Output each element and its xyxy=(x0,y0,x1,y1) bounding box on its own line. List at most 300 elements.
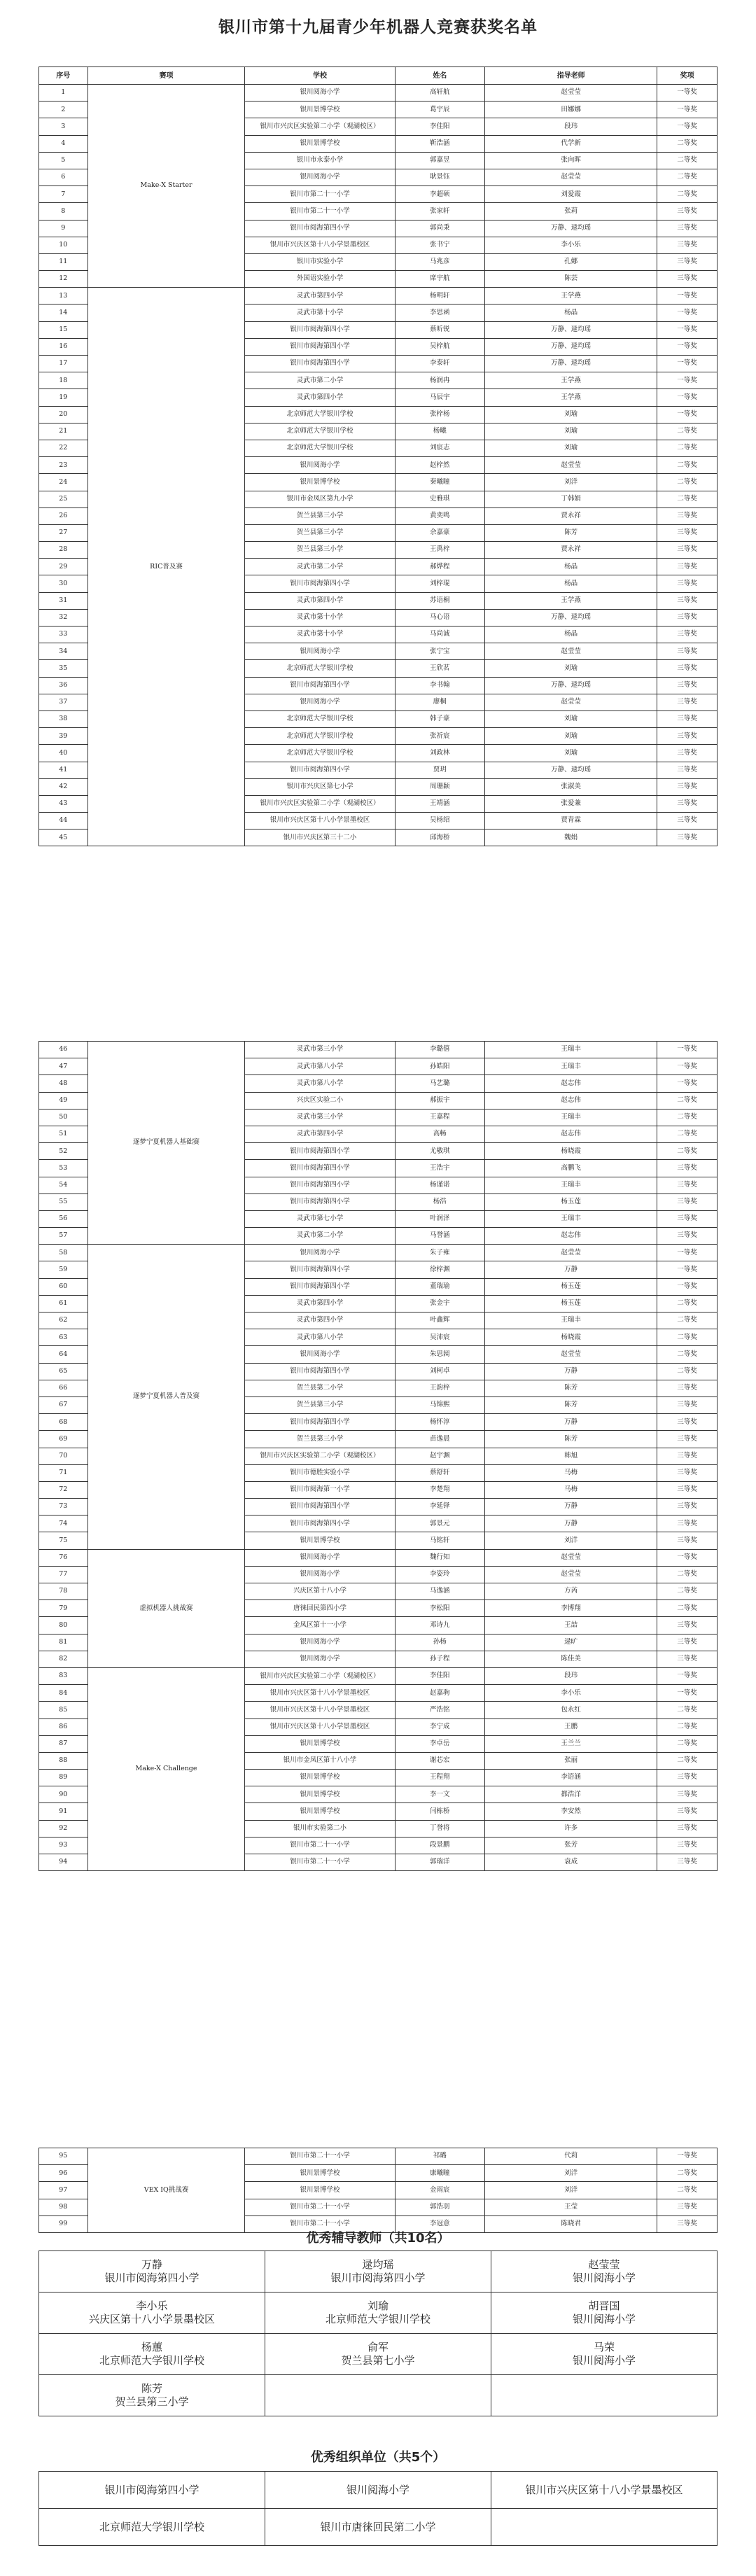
teacher-cell xyxy=(491,2251,718,2292)
school-name: 银川阅海小学 xyxy=(245,1549,395,1566)
teacher-name: 李小乐 xyxy=(485,237,657,253)
award-level: 二等奖 xyxy=(657,1312,718,1329)
award-level: 三等奖 xyxy=(657,1532,718,1549)
school-name: 银川阅海小学 xyxy=(245,169,395,186)
student-name: 高轩航 xyxy=(395,85,484,102)
teacher-name: 李小乐 xyxy=(485,1685,657,1702)
student-name: 孙皓阳 xyxy=(395,1058,484,1075)
row-number: 88 xyxy=(39,1752,88,1769)
school-name: 银川市第二十一小学 xyxy=(245,1837,395,1854)
school-name: 北京师范大学银川学校 xyxy=(245,440,395,456)
student-name: 丁誉将 xyxy=(395,1820,484,1837)
school-name: 银川市兴庆区第三十二小 xyxy=(245,830,395,846)
teachers-table xyxy=(38,2250,718,2416)
student-name: 金雨宸 xyxy=(395,2182,484,2199)
teacher-name: 万静 xyxy=(485,1499,657,1516)
award-level: 一等奖 xyxy=(657,1245,718,1261)
school-name: 银川景博学校 xyxy=(245,1803,395,1820)
student-name: 吴梓航 xyxy=(395,338,484,355)
award-level: 一等奖 xyxy=(657,1667,718,1684)
student-name: 李佳阳 xyxy=(395,118,484,135)
school-name: 银川市阅海第四小学 xyxy=(245,1414,395,1431)
teacher-name: 万静 xyxy=(141,2258,162,2272)
table-row xyxy=(39,288,718,304)
school-name: 灵武市第二小学 xyxy=(245,1228,395,1245)
student-name: 刘政林 xyxy=(395,745,484,762)
student-name: 李延铎 xyxy=(395,1499,484,1516)
row-number: 89 xyxy=(39,1770,88,1786)
award-level: 二等奖 xyxy=(657,169,718,186)
row-number: 52 xyxy=(39,1143,88,1160)
student-name: 康曦瞳 xyxy=(395,2165,484,2182)
award-level: 二等奖 xyxy=(657,1329,718,1346)
school-name: 银川市兴庆区第十八小学景墨校区 xyxy=(245,237,395,253)
student-name: 杨浩 xyxy=(395,1194,484,1210)
row-number: 50 xyxy=(39,1109,88,1126)
row-number: 51 xyxy=(39,1126,88,1142)
teacher-school: 银川市阅海第四小学 xyxy=(330,2272,426,2284)
school-name: 银川市兴庆区实验第二小学（观湖校区） xyxy=(245,1448,395,1464)
student-name: 王嘉程 xyxy=(395,1109,484,1126)
award-level: 三等奖 xyxy=(657,830,718,846)
award-level: 二等奖 xyxy=(657,2165,718,2182)
school-name: 灵武市第四小学 xyxy=(245,1295,395,1312)
org-row xyxy=(39,2472,718,2509)
row-number: 85 xyxy=(39,1702,88,1718)
school-name: 灵武市第二小学 xyxy=(245,559,395,575)
student-name: 张书宁 xyxy=(395,237,484,253)
award-level: 一等奖 xyxy=(657,338,718,355)
school-name: 银川阅海小学 xyxy=(245,1245,395,1261)
teacher-name: 赵莹莹 xyxy=(485,1566,657,1583)
student-name: 史雅琪 xyxy=(395,491,484,507)
award-level: 二等奖 xyxy=(657,440,718,456)
school-name: 兴庆区第十八小学 xyxy=(245,1583,395,1600)
award-level: 二等奖 xyxy=(657,1735,718,1752)
award-level: 三等奖 xyxy=(657,1194,718,1210)
student-name: 杨润冉 xyxy=(395,372,484,389)
student-name: 李姿玲 xyxy=(395,1566,484,1583)
row-number: 77 xyxy=(39,1566,88,1583)
school-name: 银川景博学校 xyxy=(245,1735,395,1752)
row-number: 34 xyxy=(39,643,88,660)
school-name: 银川景博学校 xyxy=(245,1770,395,1786)
teacher-name: 杨玉莲 xyxy=(485,1194,657,1210)
school-name: 灵武市第七小学 xyxy=(245,1210,395,1227)
student-name: 叶鑫辉 xyxy=(395,1312,484,1329)
row-number: 13 xyxy=(39,288,88,304)
teacher-name: 陈芸 xyxy=(485,271,657,288)
row-number: 55 xyxy=(39,1194,88,1210)
school-name: 银川景博学校 xyxy=(245,2182,395,2199)
school-name: 银川阅海小学 xyxy=(245,1634,395,1651)
school-name: 北京师范大学银川学校 xyxy=(245,745,395,762)
student-name: 席宇航 xyxy=(395,271,484,288)
school-name: 银川市阅海第四小学 xyxy=(245,338,395,355)
row-number: 82 xyxy=(39,1651,88,1667)
teacher-name: 王学燕 xyxy=(485,372,657,389)
org-cell: 银川市兴庆区第十八小学景墨校区 xyxy=(491,2472,718,2509)
school-name: 银川市阅海第四小学 xyxy=(245,762,395,778)
teacher-name: 刘瑜 xyxy=(485,660,657,677)
award-level: 三等奖 xyxy=(657,1481,718,1498)
award-level: 二等奖 xyxy=(657,186,718,203)
teacher-row xyxy=(39,2334,718,2375)
award-level: 三等奖 xyxy=(657,1160,718,1177)
org-cell xyxy=(491,2509,718,2546)
student-name: 马誉涵 xyxy=(395,1228,484,1245)
teacher-name: 万静、逯均瑶 xyxy=(485,338,657,355)
row-number: 56 xyxy=(39,1210,88,1227)
row-number: 10 xyxy=(39,237,88,253)
row-number: 45 xyxy=(39,830,88,846)
award-level: 三等奖 xyxy=(657,745,718,762)
teacher-name: 万静、逯均瑶 xyxy=(485,220,657,237)
school-name: 北京师范大学银川学校 xyxy=(245,423,395,440)
row-number: 21 xyxy=(39,423,88,440)
table-row xyxy=(39,1667,718,1684)
student-name: 祁璐 xyxy=(395,2148,484,2165)
teacher-name: 魏娟 xyxy=(485,830,657,846)
teacher-name: 刘瑜 xyxy=(485,710,657,727)
school-name: 银川景博学校 xyxy=(245,2165,395,2182)
student-name: 刘柯卓 xyxy=(395,1363,484,1380)
row-number: 98 xyxy=(39,2199,88,2216)
row-number: 57 xyxy=(39,1228,88,1245)
row-number: 22 xyxy=(39,440,88,456)
teacher-cell xyxy=(265,2251,491,2292)
student-name: 邱海桥 xyxy=(395,830,484,846)
award-level: 二等奖 xyxy=(657,423,718,440)
teacher-name: 赵志伟 xyxy=(485,1228,657,1245)
row-number: 5 xyxy=(39,152,88,169)
award-level: 三等奖 xyxy=(657,1448,718,1464)
award-level: 二等奖 xyxy=(657,1600,718,1617)
student-name: 韩子豪 xyxy=(395,710,484,727)
student-name: 马辰宇 xyxy=(395,389,484,406)
award-level: 三等奖 xyxy=(657,559,718,575)
school-name: 银川市兴庆区第十八小学景墨校区 xyxy=(245,1702,395,1718)
award-level: 三等奖 xyxy=(657,220,718,237)
award-level: 二等奖 xyxy=(657,1363,718,1380)
teacher-name: 王鹏 xyxy=(485,1718,657,1735)
teacher-name: 万静、逯均瑶 xyxy=(485,321,657,338)
teacher-name: 杨蕙 xyxy=(141,2341,162,2354)
award-level: 三等奖 xyxy=(657,1854,718,1871)
student-name: 张宁宝 xyxy=(395,643,484,660)
school-name: 贺兰县第三小学 xyxy=(245,1396,395,1413)
school-name: 银川市兴庆区第十八小学景墨校区 xyxy=(245,813,395,830)
row-number: 32 xyxy=(39,609,88,626)
award-level: 三等奖 xyxy=(657,1210,718,1227)
school-name: 银川市金凤区第九小学 xyxy=(245,491,395,507)
school-name: 银川市阅海第四小学 xyxy=(245,1177,395,1194)
teacher-name: 赵莹莹 xyxy=(485,1245,657,1261)
school-name: 银川市第二十一小学 xyxy=(245,1854,395,1871)
table-row xyxy=(39,1042,718,1058)
org-cell: 银川市阅海第四小学 xyxy=(39,2472,265,2509)
award-level: 二等奖 xyxy=(657,1092,718,1109)
row-number: 93 xyxy=(39,1837,88,1854)
teacher-cell xyxy=(491,2375,718,2416)
student-name: 李书翰 xyxy=(395,677,484,694)
teacher-name: 都浩洋 xyxy=(485,1786,657,1803)
row-number: 9 xyxy=(39,220,88,237)
row-number: 67 xyxy=(39,1396,88,1413)
award-level: 二等奖 xyxy=(657,152,718,169)
award-level: 三等奖 xyxy=(657,237,718,253)
school-name: 银川市兴庆区实验第二小学（观湖校区） xyxy=(245,118,395,135)
table-row xyxy=(39,1245,718,1261)
student-name: 李卓岳 xyxy=(395,1735,484,1752)
award-level: 二等奖 xyxy=(657,1126,718,1142)
student-name: 尤敬琪 xyxy=(395,1143,484,1160)
row-number: 64 xyxy=(39,1346,88,1363)
row-number: 49 xyxy=(39,1092,88,1109)
row-number: 58 xyxy=(39,1245,88,1261)
teacher-name: 杨玉莲 xyxy=(485,1295,657,1312)
award-level: 三等奖 xyxy=(657,1516,718,1532)
school-name: 银川市阅海第四小学 xyxy=(245,1499,395,1516)
teacher-name: 袁成 xyxy=(485,1854,657,1871)
award-level: 三等奖 xyxy=(657,575,718,592)
student-name: 李松阳 xyxy=(395,1600,484,1617)
row-number: 66 xyxy=(39,1380,88,1396)
row-number: 3 xyxy=(39,118,88,135)
row-number: 35 xyxy=(39,660,88,677)
teacher-cell xyxy=(265,2334,491,2375)
school-name: 银川市阅海第四小学 xyxy=(245,220,395,237)
award-level: 二等奖 xyxy=(657,1346,718,1363)
school-name: 银川市阅海第四小学 xyxy=(245,1363,395,1380)
school-name: 灵武市第四小学 xyxy=(245,288,395,304)
teacher-name: 陈芳 xyxy=(485,1380,657,1396)
teacher-school: 银川阅海小学 xyxy=(572,2272,636,2284)
row-number: 59 xyxy=(39,1261,88,1278)
row-number: 96 xyxy=(39,2165,88,2182)
teacher-name: 赵莹莹 xyxy=(485,1549,657,1566)
event-name: 逐梦宁夏机器人普及赛 xyxy=(88,1245,245,1549)
teacher-name: 杨晶 xyxy=(485,559,657,575)
row-number: 27 xyxy=(39,524,88,541)
event-name: 虚拟机器人挑战赛 xyxy=(88,1549,245,1667)
school-name: 银川市阅海第四小学 xyxy=(245,1278,395,1295)
awards-table-part-2 xyxy=(38,1041,718,1871)
row-number: 99 xyxy=(39,2216,88,2232)
school-name: 银川市阅海第四小学 xyxy=(245,1516,395,1532)
row-number: 78 xyxy=(39,1583,88,1600)
teacher-name: 刘洋 xyxy=(485,2165,657,2182)
student-name: 余嘉豪 xyxy=(395,524,484,541)
school-name: 灵武市第八小学 xyxy=(245,1329,395,1346)
student-name: 叶润泽 xyxy=(395,1210,484,1227)
row-number: 18 xyxy=(39,372,88,389)
award-level: 一等奖 xyxy=(657,1278,718,1295)
teacher-name: 赵莹莹 xyxy=(485,457,657,474)
teacher-name: 杨晓霞 xyxy=(485,1143,657,1160)
row-number: 90 xyxy=(39,1786,88,1803)
student-name: 王欣茗 xyxy=(395,660,484,677)
student-name: 李思函 xyxy=(395,304,484,321)
award-level: 二等奖 xyxy=(657,491,718,507)
row-number: 17 xyxy=(39,356,88,372)
teacher-name: 贾青霖 xyxy=(485,813,657,830)
row-number: 29 xyxy=(39,559,88,575)
teacher-name: 王莹 xyxy=(485,2199,657,2216)
teacher-name: 田娜娜 xyxy=(485,102,657,118)
student-name: 徐梓渊 xyxy=(395,1261,484,1278)
row-number: 8 xyxy=(39,203,88,220)
orgs-heading: 优秀组织单位（共5个） xyxy=(310,2450,446,2465)
row-number: 39 xyxy=(39,728,88,745)
org-cell: 银川市唐徕回民第二小学 xyxy=(265,2509,491,2546)
school-name: 银川阅海小学 xyxy=(245,85,395,102)
student-name: 葛宇辰 xyxy=(395,102,484,118)
row-number: 31 xyxy=(39,592,88,609)
student-name: 王韵梓 xyxy=(395,1380,484,1396)
school-name: 北京师范大学银川学校 xyxy=(245,406,395,423)
row-number: 7 xyxy=(39,186,88,203)
student-name: 马兆彦 xyxy=(395,253,484,270)
school-name: 灵武市第八小学 xyxy=(245,1058,395,1075)
student-name: 苏语桐 xyxy=(395,592,484,609)
award-level: 三等奖 xyxy=(657,626,718,643)
table-row xyxy=(39,85,718,102)
student-name: 闫栋桥 xyxy=(395,1803,484,1820)
row-number: 92 xyxy=(39,1820,88,1837)
award-level: 二等奖 xyxy=(657,474,718,491)
teacher-name: 刘瑜 xyxy=(485,440,657,456)
teacher-school: 北京师范大学银川学校 xyxy=(325,2313,430,2325)
award-level: 一等奖 xyxy=(657,1075,718,1092)
student-name: 黄奕鸣 xyxy=(395,507,484,524)
student-name: 王禹梓 xyxy=(395,542,484,559)
award-level: 三等奖 xyxy=(657,1617,718,1634)
school-name: 北京师范大学银川学校 xyxy=(245,710,395,727)
school-name: 灵武市第四小学 xyxy=(245,1126,395,1142)
award-level: 一等奖 xyxy=(657,288,718,304)
award-level: 一等奖 xyxy=(657,356,718,372)
award-level: 三等奖 xyxy=(657,1651,718,1667)
student-name: 赵宇渊 xyxy=(395,1448,484,1464)
student-name: 郭瑞洋 xyxy=(395,1854,484,1871)
school-name: 银川景博学校 xyxy=(245,135,395,152)
award-level: 三等奖 xyxy=(657,524,718,541)
award-level: 三等奖 xyxy=(657,728,718,745)
column-header: 奖项 xyxy=(657,67,718,85)
row-number: 84 xyxy=(39,1685,88,1702)
row-number: 28 xyxy=(39,542,88,559)
school-name: 灵武市第四小学 xyxy=(245,1312,395,1329)
row-number: 36 xyxy=(39,677,88,694)
award-level: 三等奖 xyxy=(657,1837,718,1854)
student-name: 吴杨绍 xyxy=(395,813,484,830)
teacher-name: 逯均瑶 xyxy=(362,2258,394,2272)
row-number: 75 xyxy=(39,1532,88,1549)
school-name: 银川市德胜实验小学 xyxy=(245,1464,395,1481)
teacher-school: 兴庆区第十八小学景墨校区 xyxy=(88,2313,215,2325)
teacher-school: 贺兰县第七小学 xyxy=(341,2354,415,2367)
teacher-name: 杨玉莲 xyxy=(485,1278,657,1295)
award-level: 二等奖 xyxy=(657,1109,718,1126)
teacher-school: 银川市阅海第四小学 xyxy=(104,2272,200,2284)
award-level: 一等奖 xyxy=(657,2148,718,2165)
row-number: 60 xyxy=(39,1278,88,1295)
student-name: 李佳阳 xyxy=(395,1667,484,1684)
school-name: 兴庆区实验二小 xyxy=(245,1092,395,1109)
teacher-school: 北京师范大学银川学校 xyxy=(99,2354,204,2367)
award-level: 三等奖 xyxy=(657,507,718,524)
teacher-name: 赵莹莹 xyxy=(485,169,657,186)
row-number: 79 xyxy=(39,1600,88,1617)
student-name: 邓诗九 xyxy=(395,1617,484,1634)
school-name: 银川市阅海第一小学 xyxy=(245,1481,395,1498)
row-number: 19 xyxy=(39,389,88,406)
award-level: 二等奖 xyxy=(657,1718,718,1735)
teacher-name: 王学燕 xyxy=(485,592,657,609)
award-level: 三等奖 xyxy=(657,1499,718,1516)
student-name: 马铭轩 xyxy=(395,1532,484,1549)
student-name: 张祈宸 xyxy=(395,728,484,745)
school-name: 银川市兴庆区第十八小学景墨校区 xyxy=(245,1685,395,1702)
teacher-name: 万静 xyxy=(485,1516,657,1532)
teacher-name: 刘洋 xyxy=(485,2182,657,2199)
award-level: 三等奖 xyxy=(657,2216,718,2232)
column-header: 姓名 xyxy=(395,67,484,85)
award-level: 一等奖 xyxy=(657,1549,718,1566)
student-name: 孙杨 xyxy=(395,1634,484,1651)
teacher-name: 李安然 xyxy=(485,1803,657,1820)
award-level: 一等奖 xyxy=(657,304,718,321)
teacher-name: 代莉 xyxy=(485,2148,657,2165)
award-level: 三等奖 xyxy=(657,1803,718,1820)
school-name: 银川市阅海第四小学 xyxy=(245,1160,395,1177)
row-number: 94 xyxy=(39,1854,88,1871)
teacher-name: 张淑美 xyxy=(485,778,657,795)
award-level: 三等奖 xyxy=(657,778,718,795)
table-row xyxy=(39,1549,718,1566)
teacher-name: 贾永祥 xyxy=(485,507,657,524)
teacher-name: 杨晶 xyxy=(485,575,657,592)
student-name: 马逸涵 xyxy=(395,1583,484,1600)
student-name: 王浩宇 xyxy=(395,1160,484,1177)
school-name: 金凤区第十一小学 xyxy=(245,1617,395,1634)
award-level: 二等奖 xyxy=(657,2182,718,2199)
row-number: 83 xyxy=(39,1667,88,1684)
award-level: 三等奖 xyxy=(657,203,718,220)
award-level: 三等奖 xyxy=(657,2199,718,2216)
teacher-name: 高鹏飞 xyxy=(485,1160,657,1177)
school-name: 银川阅海小学 xyxy=(245,457,395,474)
award-level: 三等奖 xyxy=(657,592,718,609)
teacher-name: 王瑞丰 xyxy=(485,1058,657,1075)
student-name: 耿景钰 xyxy=(395,169,484,186)
student-name: 吴沛宸 xyxy=(395,1329,484,1346)
teacher-name: 马梅 xyxy=(485,1481,657,1498)
teacher-name: 万静、逯均瑶 xyxy=(485,762,657,778)
teacher-name: 李博翔 xyxy=(485,1600,657,1617)
award-level: 一等奖 xyxy=(657,102,718,118)
award-level: 三等奖 xyxy=(657,694,718,710)
teacher-name: 王喆 xyxy=(485,1617,657,1634)
award-level: 三等奖 xyxy=(657,609,718,626)
award-level: 三等奖 xyxy=(657,271,718,288)
teacher-name: 王学燕 xyxy=(485,389,657,406)
event-name: 逐梦宁夏机器人基础赛 xyxy=(88,1042,245,1245)
event-name: VEX IQ挑战赛 xyxy=(88,2148,245,2233)
school-name: 银川市阅海第四小学 xyxy=(245,677,395,694)
teacher-school: 银川阅海小学 xyxy=(572,2313,636,2325)
